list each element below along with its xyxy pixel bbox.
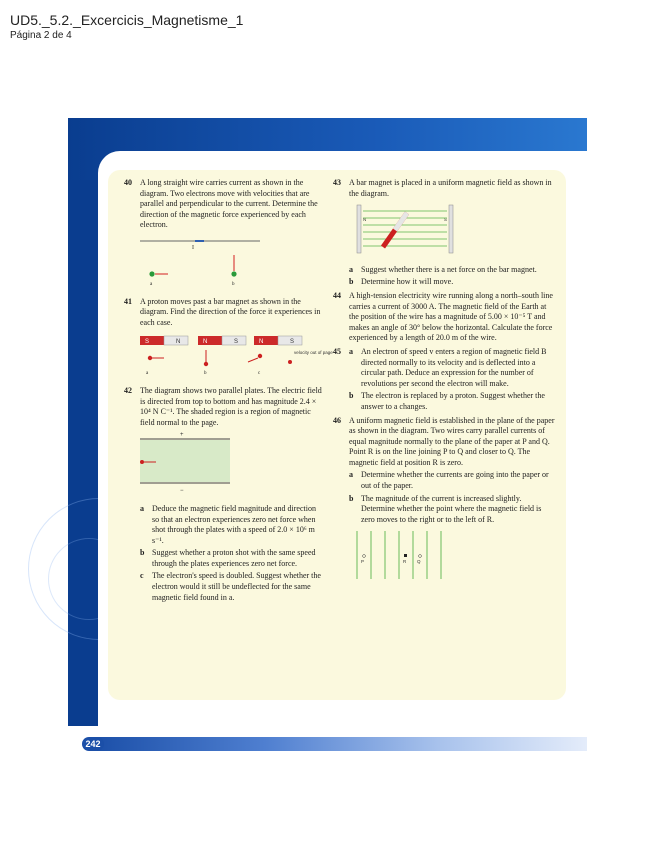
legend-dot — [288, 360, 292, 364]
question-number: 44 — [333, 290, 341, 300]
part-label: b — [349, 277, 354, 287]
part-c — [140, 571, 324, 603]
part-text: Suggest whether there is a net force on the bar magnet. — [361, 264, 537, 274]
part-label: b — [140, 548, 145, 558]
parallel-plates-diagram — [140, 432, 324, 498]
part-text: An electron of speed v enters a region of magnetic field B directed normally to its velocity and is deflected into a circular path. Deduce an expression for the number of revolutions per second the electron will make. — [361, 346, 547, 388]
question-number: 41 — [124, 296, 132, 306]
bar-magnet-proton-diagram — [140, 332, 333, 380]
part-text: The electron is replaced by a proton. Suggest whether the answer to a changes. — [361, 391, 545, 411]
part-label: a — [349, 264, 353, 274]
part-b — [349, 494, 555, 526]
magnet-c-s-label: S — [290, 339, 295, 346]
part-label: b — [349, 493, 354, 503]
part-a — [349, 470, 555, 491]
proton-a — [148, 356, 152, 360]
part-label: b — [349, 391, 354, 401]
viewer-header — [10, 12, 243, 41]
wire-electrons-figure — [140, 235, 260, 287]
wire-q — [419, 555, 422, 558]
uniform-field-figure — [349, 529, 459, 581]
question-42 — [124, 386, 324, 603]
question-text: A bar magnet is placed in a uniform magnetic field as shown in the diagram. — [349, 178, 552, 198]
question-number: 43 — [333, 178, 341, 187]
part-b — [349, 277, 555, 288]
page-number: 242 — [82, 737, 104, 751]
electron-a — [149, 271, 154, 276]
velocity-note: velocity out of page — [294, 350, 333, 356]
part-a — [349, 347, 555, 389]
question-number: 40 — [124, 178, 132, 187]
magnet-b-s-label: S — [234, 339, 239, 346]
parallel-plates-figure — [140, 432, 250, 494]
label-a: a — [150, 281, 153, 287]
magnet-a-s-label: S — [145, 339, 150, 346]
document-title: UD5._5.2._Excercicis_Magnetisme_1 — [10, 12, 244, 28]
pole-s-label: S — [444, 217, 448, 223]
label-b: b — [204, 371, 207, 377]
current-label: I — [192, 244, 194, 251]
point-r — [404, 554, 407, 557]
bar-magnet-white — [395, 213, 407, 230]
question-44 — [333, 291, 555, 344]
uniform-field-wires-diagram — [349, 529, 555, 585]
part-label: a — [349, 346, 353, 356]
label-c: c — [258, 371, 261, 377]
magnet-a-n-label: N — [176, 339, 181, 346]
magnet-b-n-half — [198, 336, 222, 345]
part-text: Determine whether the currents are going into the paper or out of the paper. — [361, 470, 549, 491]
part-label: a — [140, 503, 144, 513]
magnet-a-n-half — [140, 336, 164, 345]
magnet-in-field-diagram — [349, 203, 555, 259]
part-label: a — [349, 470, 353, 480]
electron-dot — [140, 460, 144, 464]
magnet-c-n-label: N — [259, 339, 264, 346]
plus-label: + — [180, 432, 184, 439]
question-41 — [124, 296, 333, 380]
label-a: a — [146, 371, 149, 377]
electron-b — [231, 271, 236, 276]
question-text: The diagram shows two parallel plates. The electric field is directed from top to bottom and has magnitude 2.4 × 10⁴ N C⁻¹. The shaded region is a region of magnetic field normal to the page. — [140, 385, 322, 427]
part-b — [140, 548, 324, 569]
part-a — [140, 504, 324, 546]
part-text: The magnitude of the current is increased slightly. Determine whether the point where the magnetic field is zero moves to the right or to the left of R. — [361, 493, 542, 524]
left-pole — [357, 205, 361, 253]
wire-electrons-diagram — [140, 235, 324, 291]
page-indicator: Página 2 de 4 — [10, 30, 72, 41]
question-text: A long straight wire carries current as shown in the diagram. Two electrons move with velocities that are parallel and perpendicular to the current. Determine the direction of the magnetic force experienced by each electron. — [140, 178, 318, 230]
label-q: Q — [417, 559, 421, 565]
footer-bar — [92, 737, 587, 751]
right-column — [333, 178, 555, 591]
magnet-b-n-label: N — [203, 339, 208, 346]
part-label: c — [140, 571, 144, 581]
exercises-panel — [108, 170, 566, 700]
part-text: Suggest whether a proton shot with the same speed through the plates experiences zero net force. — [152, 548, 316, 568]
part-text: Determine how it will move. — [361, 277, 454, 287]
minus-label: − — [180, 488, 184, 495]
part-text: Deduce the magnetic field magnitude and direction so that an electron experiences zero net force when shot through the plates with a speed of 2.0 × 10⁶ m s⁻¹. — [152, 503, 316, 545]
part-b — [349, 391, 555, 412]
question-43 — [333, 178, 555, 288]
label-r: R — [403, 559, 407, 565]
question-text: A proton moves past a bar magnet as shown in the diagram. Find the direction of the force it experiences in each case. — [140, 296, 321, 327]
bar-magnet-figure — [140, 332, 333, 377]
question-number: 45 — [333, 346, 341, 356]
magnet-c-n-half — [254, 336, 278, 345]
proton-b — [204, 362, 208, 366]
question-text: A uniform magnetic field is established in the plane of the paper as shown in the diagram. Two wires carry parallel currents of equal magnitude normally to the plane of the paper at P and Q. Point R is on the line joining P to Q and closer to Q. The magnetic field at position R is zero. — [349, 415, 555, 467]
question-text: A high-tension electricity wire running along a north–south line carries a current of 3000 A. The magnetic field of the Earth at the position of the wire has a magnitude of 5.00 × 10⁻⁵ T and makes an angle of 30° below the horizontal. Calculate the force experienced by a length of 20.0 m of the wire. — [349, 290, 553, 343]
question-45 — [333, 347, 555, 413]
label-p: P — [361, 559, 365, 565]
velocity-c-arrow — [248, 358, 258, 362]
part-text: The electron's speed is doubled. Suggest whether the electron would it still be undeflected for the same magnetic field found in a. — [152, 571, 321, 602]
question-40 — [124, 178, 324, 291]
label-b: b — [232, 281, 235, 287]
right-pole — [449, 205, 453, 253]
page-scan — [68, 118, 587, 771]
proton-c — [258, 354, 262, 358]
part-a — [349, 265, 555, 276]
pole-n-label: N — [363, 217, 367, 223]
wire-p — [363, 555, 366, 558]
left-column — [124, 178, 333, 606]
question-46 — [333, 416, 555, 586]
magnetic-field-region — [140, 440, 230, 482]
question-number: 46 — [333, 415, 341, 425]
question-number: 42 — [124, 385, 132, 395]
magnet-field-figure — [349, 203, 469, 255]
